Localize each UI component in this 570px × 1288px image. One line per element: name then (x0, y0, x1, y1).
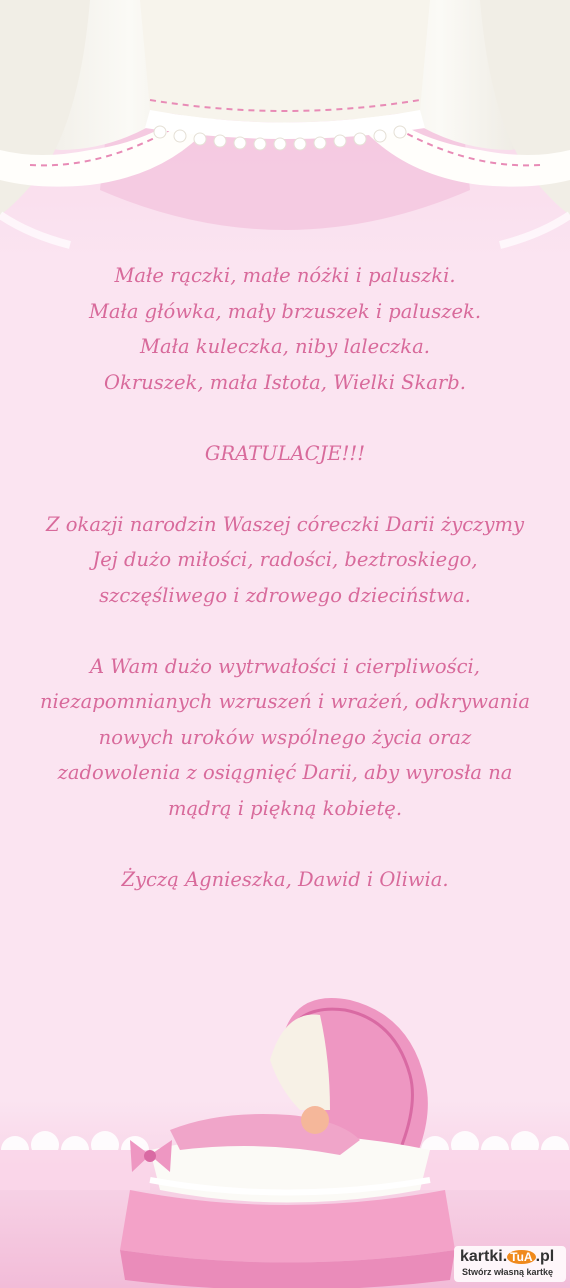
poem-line-1: Małe rączki, małe nóżki i paluszki. (114, 264, 456, 287)
wish-line-3: szczęśliwego i zdrowego dzieciństwa. (99, 583, 471, 607)
logo-brand: kartki. TuA .pl (460, 1248, 555, 1265)
wish-line-5: niezapomnianych wzruszeń i wrażeń, odkrywania (39, 690, 530, 713)
logo-slogan: Stwórz własną kartkę (462, 1267, 554, 1277)
valance (140, 0, 430, 150)
wish-line-4: A Wam dużo wytrwałości i cierpliwości, (89, 654, 480, 678)
poem-line-3: Mała kuleczka, niby laleczka. (140, 335, 430, 358)
wish-line-2: Jej dużo miłości, radości, beztroskiego, (92, 548, 478, 571)
spacer (0, 400, 570, 436)
greeting-text (0, 258, 570, 897)
spacer (0, 613, 570, 649)
wish-line-6: nowych uroków wspólnego życia oraz (98, 725, 472, 749)
poem-line-4: Okruszek, mała Istota, Wielki Skarb. (104, 370, 466, 394)
spacer (0, 826, 570, 862)
kartki-logo[interactable] (454, 1246, 566, 1282)
wish-line-1: Z okazji narodzin Waszej córeczki Darii życzymy (46, 512, 524, 536)
signature: Życzą Agnieszka, Dawid i Oliwia. (121, 867, 449, 891)
logo-badge: TuA (507, 1250, 535, 1264)
wish-line-8: mądrą i piękną kobietę. (167, 796, 403, 820)
spacer (0, 471, 570, 507)
wish-line-7: zadowolenia z osiągnięć Darii, aby wyrosła na (57, 761, 513, 784)
poem-line-2: Mała główka, mały brzuszek i paluszek. (88, 299, 482, 323)
congratulations-heading: GRATULACJE!!! (204, 441, 366, 465)
